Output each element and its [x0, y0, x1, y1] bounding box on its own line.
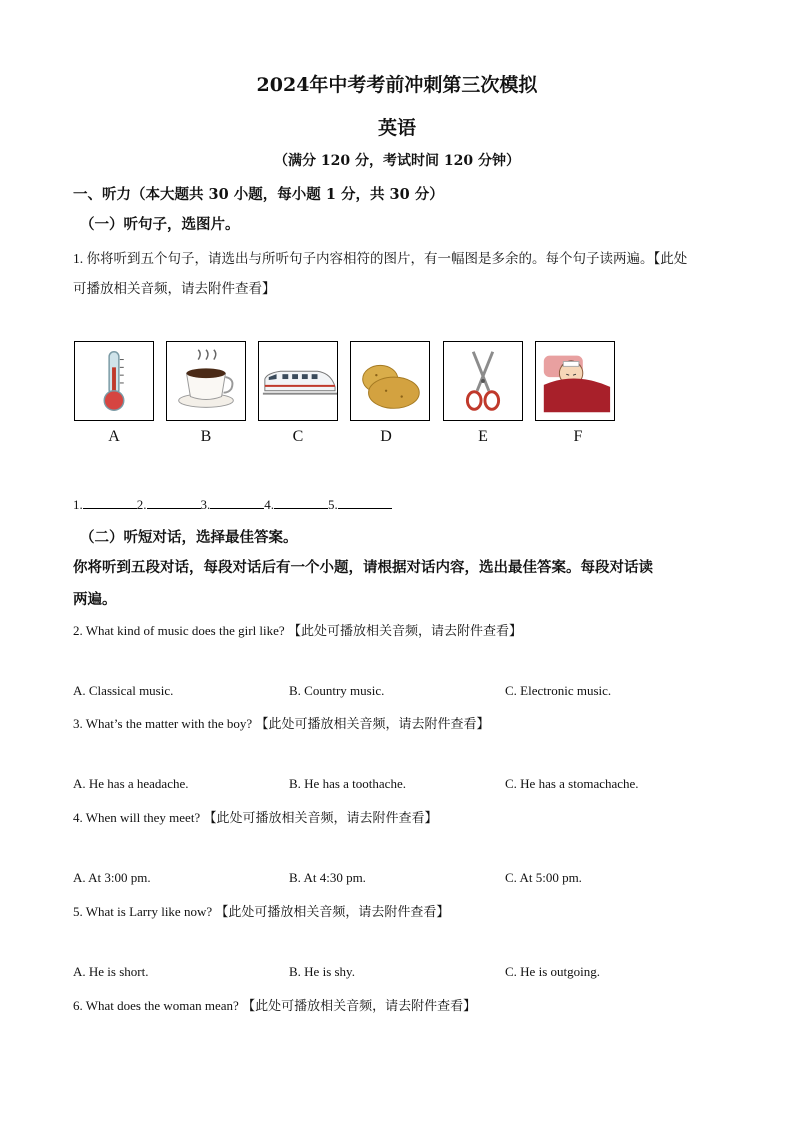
- answer-blank-2[interactable]: [147, 496, 201, 509]
- picture-c: [258, 341, 338, 421]
- question-2-text: 2. What kind of music does the girl like? 【此处可播放相关音频，请去附件查看】: [73, 623, 522, 638]
- question-4-option-c: C. At 5:00 pm.: [505, 870, 582, 885]
- question-2-option-a: A. Classical music.: [73, 683, 174, 698]
- question-4-text: 4. When will they meet? 【此处可播放相关音频，请去附件查看】: [73, 810, 438, 825]
- question-3-text: 3. What’s the matter with the boy? 【此处可播放相关音频，请去附件查看】: [73, 716, 490, 731]
- coffee-cup-icon: [167, 342, 245, 420]
- answer-blank-3[interactable]: [210, 496, 264, 509]
- picture-d: [350, 341, 430, 421]
- question-2-option-c: C. Electronic music.: [505, 683, 612, 698]
- exam-title: 2024年中考考前冲刺第三次模拟: [256, 74, 538, 96]
- picture-a: [74, 341, 154, 421]
- picture-label-f: F: [573, 428, 583, 445]
- picture-label-a: A: [108, 428, 120, 445]
- potatoes-icon: [351, 342, 429, 420]
- question-1-line-2: 可播放相关音频，请去附件查看】: [73, 281, 276, 296]
- answer-blank-5[interactable]: [338, 496, 392, 509]
- picture-label-e: E: [478, 428, 488, 445]
- instruction-line-2: 两遍。: [73, 591, 117, 608]
- question-3-option-b: B. He has a toothache.: [289, 776, 406, 791]
- section-heading-listening: 一、听力（本大题共 30 小题，每小题 1 分，共 30 分）: [73, 186, 444, 203]
- picture-f: [535, 341, 615, 421]
- question-3-option-a: A. He has a headache.: [73, 776, 189, 791]
- thermometer-icon: [75, 342, 153, 420]
- blank-label-3: 3.: [200, 497, 211, 512]
- answer-blank-4[interactable]: [274, 496, 328, 509]
- question-4-option-b: B. At 4:30 pm.: [289, 870, 366, 885]
- score-note: （满分 120 分，考试时间 120 分钟）: [274, 153, 520, 169]
- question-6-text: 6. What does the woman mean? 【此处可播放相关音频，请去附件查看】: [73, 998, 477, 1013]
- question-3-option-c: C. He has a stomachache.: [505, 776, 639, 791]
- high-speed-train-icon: [259, 342, 337, 420]
- picture-label-b: B: [200, 428, 212, 445]
- subsection-heading-2: （二）听短对话，选择最佳答案。: [80, 529, 298, 546]
- picture-b: [166, 341, 246, 421]
- question-2-option-b: B. Country music.: [289, 683, 385, 698]
- blank-label-5: 5.: [328, 497, 338, 512]
- blank-label-2: 2.: [136, 497, 147, 512]
- question-5-option-a: A. He is short.: [73, 964, 149, 979]
- answer-blank-1[interactable]: [83, 496, 137, 509]
- question-5-option-b: B. He is shy.: [289, 964, 355, 979]
- blank-label-4: 4.: [264, 497, 274, 512]
- question-1-line-1: 1. 你将听到五个句子，请选出与所听句子内容相符的图片，有一幅图是多余的。每个句子读两遍。【此处: [73, 251, 688, 266]
- question-5-option-c: C. He is outgoing.: [505, 964, 600, 979]
- question-4-option-a: A. At 3:00 pm.: [73, 870, 151, 885]
- picture-label-c: C: [292, 428, 304, 445]
- subsection-heading-1: （一）听句子，选图片。: [80, 216, 240, 233]
- instruction-line-1: 你将听到五段对话，每段对话后有一个小题，请根据对话内容，选出最佳答案。每段对话读: [73, 559, 653, 576]
- picture-label-d: D: [380, 428, 392, 445]
- blank-label-1: 1.: [73, 497, 83, 512]
- sick-person-in-bed-icon: [536, 342, 614, 420]
- scissors-icon: [444, 342, 522, 420]
- answer-blanks: [73, 496, 392, 513]
- picture-e: [443, 341, 523, 421]
- question-5-text: 5. What is Larry like now? 【此处可播放相关音频，请去附件查看】: [73, 904, 450, 919]
- subject-title: 英语: [377, 117, 416, 139]
